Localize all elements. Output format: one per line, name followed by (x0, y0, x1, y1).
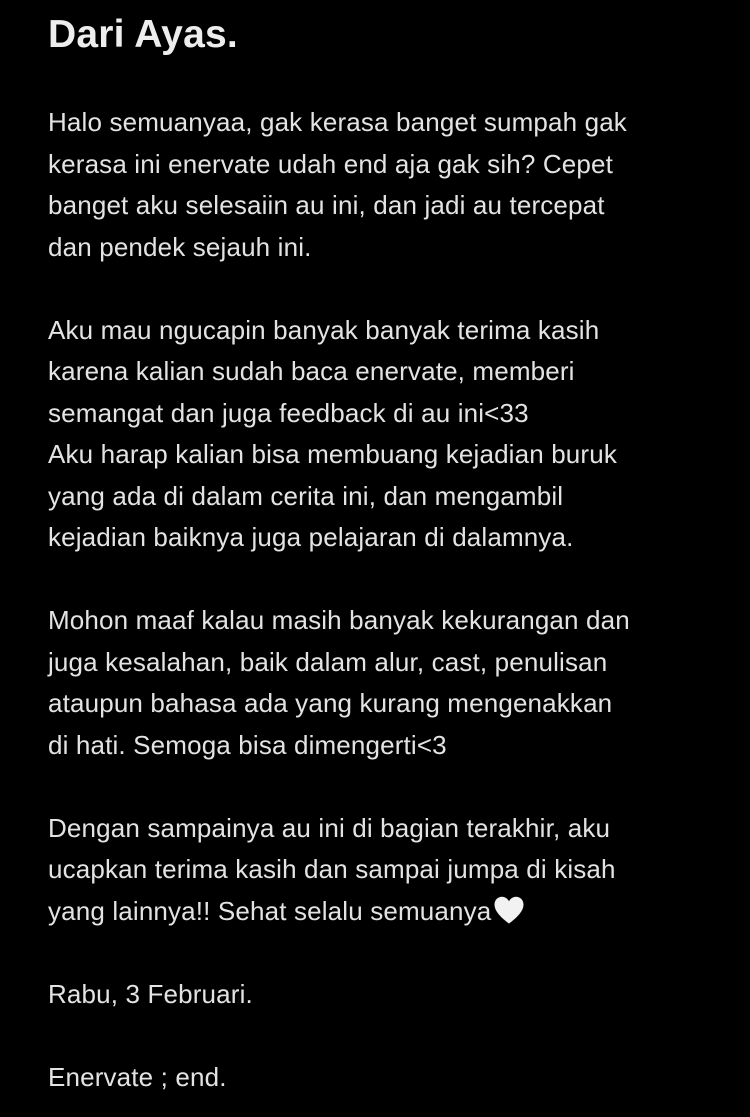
text-line: ataupun bahasa ada yang kurang mengenakkan (48, 688, 613, 718)
text-line: Dengan sampainya au ini di bagian terakhir, aku (48, 812, 611, 843)
text-line: karena kalian sudah baca enervate, memberi (48, 356, 575, 386)
text-line: juga kesalahan, baik dalam alur, cast, penulisan (48, 646, 608, 677)
paragraph-gap (48, 559, 728, 601)
paragraph-gap (48, 766, 728, 808)
text-line: banget aku selesaiin au ini, dan jadi au tercepat (48, 190, 605, 220)
note-body[interactable] (48, 102, 728, 1098)
paragraph-greeting (48, 102, 728, 268)
ending-line: Enervate ; end. (48, 1061, 227, 1092)
text-line: yang lainnya!! Sehat selalu semuanya (48, 895, 492, 926)
text-line: semangat dan juga feedback di au ini<33 (48, 397, 529, 428)
text-line: di hati. Semoga bisa dimengerti<3 (48, 729, 447, 760)
paragraph-apology (48, 600, 728, 766)
text-line: ucapkan terima kasih dan sampai jumpa di kisah (48, 854, 616, 884)
text-line: Aku harap kalian bisa membuang kejadian buruk (48, 439, 617, 469)
text-line: kejadian baiknya juga pelajaran di dalamnya. (48, 522, 574, 552)
paragraph-thanks (48, 310, 728, 559)
paragraph-gap (48, 268, 728, 310)
text-line: kerasa ini enervate udah end aja gak sih? Cepet (48, 148, 613, 179)
note-title[interactable]: Dari Ayas. (48, 13, 238, 56)
paragraph-gap (48, 1015, 728, 1057)
date-line: Rabu, 3 Februari. (48, 978, 253, 1009)
text-line: yang ada di dalam cerita ini, dan mengambil (48, 480, 564, 511)
paragraph-farewell (48, 808, 728, 933)
paragraph-gap (48, 932, 728, 974)
text-line: dan pendek sejauh ini. (48, 231, 312, 262)
text-line: Halo semuanyaa, gak kerasa banget sumpah gak (48, 107, 627, 137)
text-line: Mohon maaf kalau masih banyak kekurangan dan (48, 605, 630, 635)
text-line-with-heart (48, 891, 728, 933)
text-line: Aku mau ngucapin banyak banyak terima kasih (48, 314, 600, 345)
note-content (48, 0, 728, 1098)
paragraph-ending (48, 1057, 728, 1099)
paragraph-date (48, 974, 728, 1016)
white-heart-icon (492, 895, 526, 925)
